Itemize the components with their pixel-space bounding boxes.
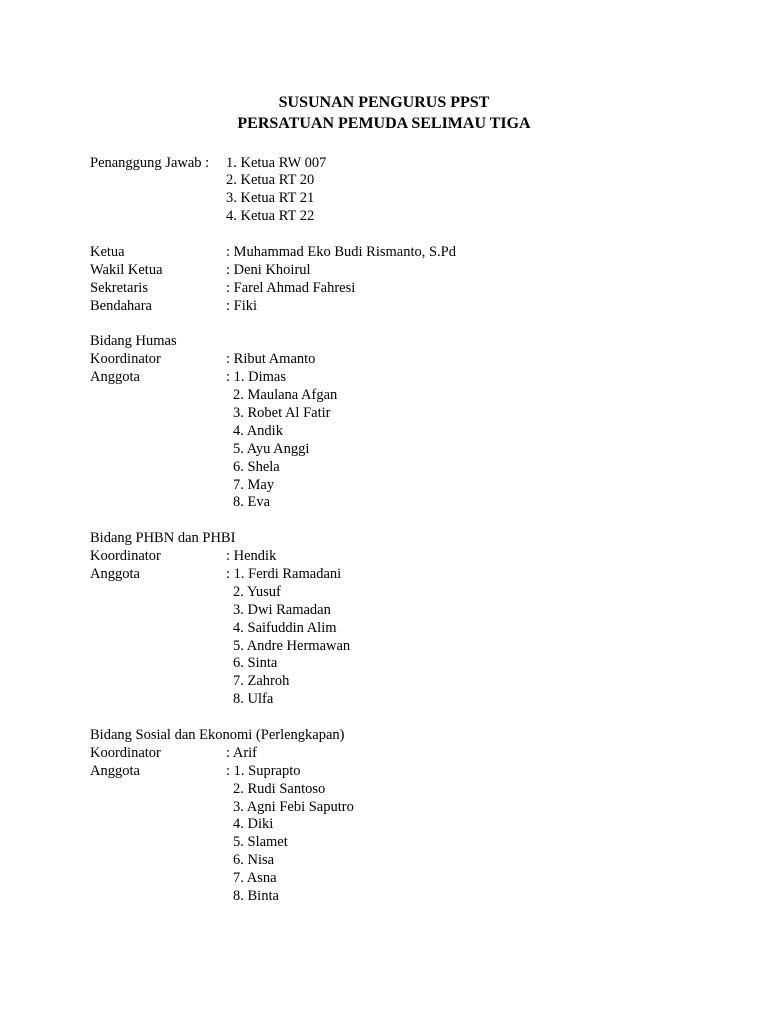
document-body xyxy=(90,155,730,906)
row-value: 3. Agni Febi Saputro xyxy=(233,798,354,815)
document-title xyxy=(0,92,768,134)
row-value: : Farel Ahmad Fahresi xyxy=(226,279,356,296)
row-label: Penanggung Jawab : xyxy=(90,154,210,171)
row-value: 7. Zahroh xyxy=(233,673,290,690)
row-label xyxy=(90,870,226,888)
row-label: Ketua xyxy=(90,243,125,260)
row-value: 5. Slamet xyxy=(233,834,288,851)
row-value: 4. Diki xyxy=(233,816,274,833)
section-row xyxy=(90,548,730,566)
section-row xyxy=(90,584,730,602)
section-heading: Bidang Humas xyxy=(90,333,177,350)
section-row xyxy=(90,280,730,298)
row-value: 2. Ketua RT 20 xyxy=(226,172,315,189)
row-value: : Hendik xyxy=(226,548,277,565)
section-row xyxy=(90,369,730,387)
row-value: : Ribut Amanto xyxy=(226,351,316,368)
section-row xyxy=(90,155,730,173)
section-row xyxy=(90,387,730,405)
row-label xyxy=(90,852,226,870)
row-label xyxy=(90,781,226,799)
row-label xyxy=(90,673,226,691)
row-value: : Muhammad Eko Budi Rismanto, S.Pd xyxy=(226,243,456,260)
section-row xyxy=(90,494,730,512)
row-label: Anggota xyxy=(90,369,140,386)
row-value: : Deni Khoirul xyxy=(226,261,311,278)
section-heading-row xyxy=(90,333,730,351)
section-heading-row xyxy=(90,530,730,548)
title-line-2: PERSATUAN PEMUDA SELIMAU TIGA xyxy=(237,115,531,132)
section-row xyxy=(90,673,730,691)
row-value: 8. Eva xyxy=(233,494,271,511)
section-penanggung-jawab xyxy=(90,155,730,227)
section-row xyxy=(90,208,730,226)
section-row xyxy=(90,799,730,817)
row-label: Bendahara xyxy=(90,297,152,314)
row-label xyxy=(90,620,226,638)
section-spacer xyxy=(90,226,730,244)
section-row xyxy=(90,190,730,208)
section-spacer xyxy=(90,316,730,334)
row-value: : 1. Ferdi Ramadani xyxy=(226,565,342,582)
section-row xyxy=(90,459,730,477)
section-row xyxy=(90,405,730,423)
section-row xyxy=(90,244,730,262)
row-value: 2. Maulana Afgan xyxy=(233,387,338,404)
row-label xyxy=(90,208,226,226)
section-bidang-humas xyxy=(90,333,730,512)
row-value: 8. Ulfa xyxy=(233,691,274,708)
section-row xyxy=(90,602,730,620)
section-row xyxy=(90,441,730,459)
row-label xyxy=(90,494,226,512)
row-label xyxy=(90,441,226,459)
row-value: : 1. Suprapto xyxy=(226,762,301,779)
row-label xyxy=(90,655,226,673)
section-row xyxy=(90,566,730,584)
section-row xyxy=(90,870,730,888)
section-row xyxy=(90,655,730,673)
section-row xyxy=(90,477,730,495)
title-line-1: SUSUNAN PENGURUS PPST xyxy=(278,94,490,111)
section-row xyxy=(90,423,730,441)
row-value: 6. Nisa xyxy=(233,852,275,869)
row-label xyxy=(90,423,226,441)
row-value: 3. Robet Al Fatir xyxy=(233,404,331,421)
row-value: : Fiki xyxy=(226,297,258,314)
row-label: Anggota xyxy=(90,565,140,582)
section-heading: Bidang Sosial dan Ekonomi (Perlengkapan) xyxy=(90,727,345,743)
row-value: 4. Ketua RT 22 xyxy=(226,208,315,225)
row-label: Koordinator xyxy=(90,548,161,565)
row-label xyxy=(90,888,226,906)
row-label: Wakil Ketua xyxy=(90,261,163,278)
section-heading: Bidang PHBN dan PHBI xyxy=(90,530,236,547)
row-label xyxy=(90,387,226,405)
section-row xyxy=(90,351,730,369)
row-value: 2. Rudi Santoso xyxy=(233,780,326,797)
row-label xyxy=(90,799,226,817)
section-row xyxy=(90,852,730,870)
row-value: : Arif xyxy=(226,744,258,761)
section-row xyxy=(90,620,730,638)
section-row xyxy=(90,298,730,316)
row-label: Sekretaris xyxy=(90,279,148,296)
row-label: Koordinator xyxy=(90,744,161,761)
section-row xyxy=(90,816,730,834)
row-value: 1. Ketua RW 007 xyxy=(226,154,327,171)
row-value: 4. Saifuddin Alim xyxy=(233,619,337,636)
section-row xyxy=(90,172,730,190)
row-value: : 1. Dimas xyxy=(226,369,287,386)
row-value: 4. Andik xyxy=(233,422,283,439)
row-label xyxy=(90,602,226,620)
section-row xyxy=(90,745,730,763)
row-value: 6. Shela xyxy=(233,458,280,475)
row-label xyxy=(90,816,226,834)
row-value: 3. Dwi Ramadan xyxy=(233,601,331,618)
section-spacer xyxy=(90,512,730,530)
section-row xyxy=(90,834,730,852)
row-label xyxy=(90,405,226,423)
row-value: 2. Yusuf xyxy=(233,583,281,600)
section-bidang-phbn-phbi xyxy=(90,530,730,709)
row-label: Anggota xyxy=(90,762,140,779)
row-value: 8. Binta xyxy=(233,888,279,905)
row-label xyxy=(90,477,226,495)
row-label xyxy=(90,638,226,656)
row-label: Koordinator xyxy=(90,351,161,368)
row-label xyxy=(90,190,226,208)
section-bidang-sosial-ekonomi xyxy=(90,727,730,906)
section-row xyxy=(90,691,730,709)
section-row xyxy=(90,262,730,280)
row-label xyxy=(90,834,226,852)
section-row xyxy=(90,888,730,906)
row-label xyxy=(90,172,226,190)
row-value: 6. Sinta xyxy=(233,655,278,672)
row-label xyxy=(90,584,226,602)
row-label xyxy=(90,691,226,709)
section-heading-row xyxy=(90,727,730,745)
row-value: 7. Asna xyxy=(233,870,277,887)
row-label xyxy=(90,459,226,477)
section-row xyxy=(90,781,730,799)
section-row xyxy=(90,638,730,656)
row-value: 5. Ayu Anggi xyxy=(233,440,310,457)
section-row xyxy=(90,763,730,781)
row-value: 7. May xyxy=(233,476,275,493)
section-pengurus-inti xyxy=(90,244,730,316)
row-value: 3. Ketua RT 21 xyxy=(226,190,315,207)
section-spacer xyxy=(90,709,730,727)
row-value: 5. Andre Hermawan xyxy=(233,637,351,654)
